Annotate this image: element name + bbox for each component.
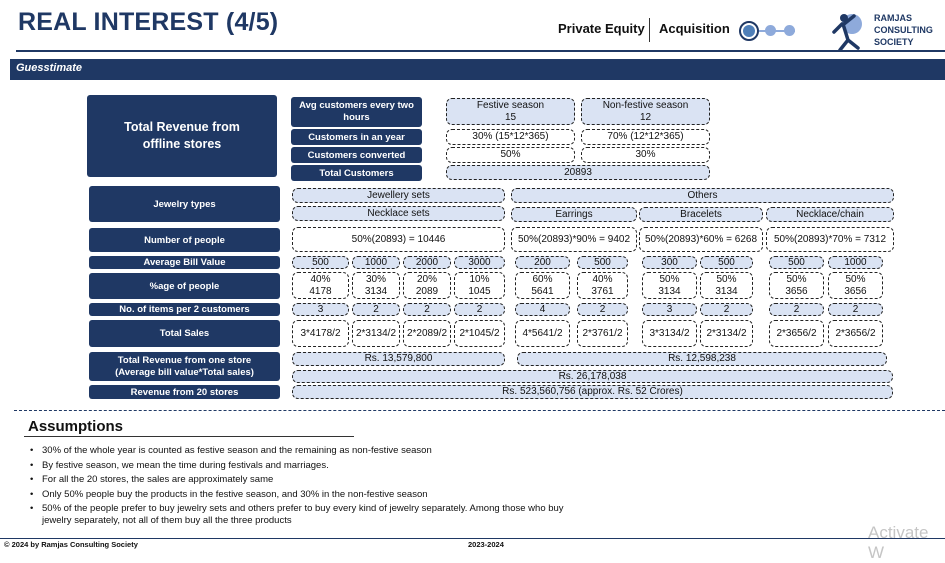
items-per-2-label: No. of items per 2 customers [89, 303, 280, 316]
progress-active-dot [743, 25, 755, 37]
page-title: REAL INTEREST (4/5) [18, 8, 279, 36]
items-cell: 2 [700, 303, 753, 316]
footer-year: 2023-2024 [468, 540, 504, 549]
festive-year-cell: 30% (15*12*365) [446, 129, 575, 145]
pct-count: 4178 [309, 285, 332, 297]
assumption-item: • 50% of the people prefer to buy jewelry sets and others prefer to buy every kind of jewelry separately. Among those who buy jewelry separately, not all of them buy all the three products [30, 503, 570, 527]
pct-count: 3134 [658, 285, 681, 297]
items-cell: 3 [292, 303, 349, 316]
footer-copyright: © 2024 by Ramjas Consulting Society [4, 540, 138, 549]
pct-value: 40% [592, 273, 613, 285]
pct-value: 20% [416, 273, 437, 285]
nonfestive-converted-cell: 30% [581, 147, 710, 163]
pct-cell [352, 272, 400, 299]
others-cell: Others [511, 188, 894, 203]
avg-customers-label: Avg customers every two hours [291, 97, 422, 127]
nav-acquisition[interactable]: Acquisition [659, 21, 730, 36]
sales-cell: 3*3134/2 [642, 320, 697, 347]
pct-count: 3656 [844, 285, 867, 297]
section-banner [10, 59, 945, 80]
assumption-item: • By festive season, we mean the time during festivals and marriages. [30, 460, 570, 472]
items-cell: 2 [352, 303, 400, 316]
pct-cell [403, 272, 451, 299]
logo-icon [828, 10, 868, 52]
sales-cell: 2*3134/2 [352, 320, 400, 347]
bill-cell: 500 [577, 256, 628, 269]
section-divider [14, 410, 945, 411]
assumptions-list [30, 445, 570, 530]
avg-bill-label: Average Bill Value [89, 256, 280, 269]
pct-cell [642, 272, 697, 299]
necklace-sets-cell: Necklace sets [292, 206, 505, 221]
nav-private-equity[interactable]: Private Equity [558, 21, 645, 36]
assumption-item: • Only 50% people buy the products in the festive season, and 30% in the non-festive season [30, 489, 570, 501]
bill-cell: 1000 [352, 256, 400, 269]
festive-avg-value: 15 [504, 111, 517, 123]
customers-converted-label: Customers converted [291, 147, 422, 163]
pct-count: 1045 [468, 285, 491, 297]
festive-season-label: Festive season [476, 99, 545, 111]
pct-value: 40% [310, 273, 331, 285]
pct-cell [454, 272, 505, 299]
assumptions-title: Assumptions [28, 418, 124, 435]
festive-season-cell [446, 98, 575, 125]
bill-cell: 300 [642, 256, 697, 269]
pct-cell [515, 272, 570, 299]
pct-count: 3761 [591, 285, 614, 297]
bill-cell: 2000 [403, 256, 451, 269]
items-cell: 3 [642, 303, 697, 316]
sales-cell: 2*3656/2 [769, 320, 824, 347]
logo-line: SOCIETY [874, 37, 914, 47]
nav-separator [649, 18, 650, 42]
sales-cell: 2*1045/2 [454, 320, 505, 347]
items-cell: 2 [577, 303, 628, 316]
pct-value: 10% [469, 273, 490, 285]
assumptions-rule [24, 436, 354, 437]
store-rev-total-cell: Rs. 26,178,038 [292, 370, 893, 383]
pct-cell [292, 272, 349, 299]
store-rev-sets-cell: Rs. 13,579,800 [292, 352, 505, 366]
bill-cell: 500 [769, 256, 824, 269]
people-earrings-cell: 50%(20893)*90% = 9402 [511, 227, 637, 252]
nonfestive-year-cell: 70% (12*12*365) [581, 129, 710, 145]
items-cell: 2 [769, 303, 824, 316]
jewelry-types-label: Jewelry types [89, 186, 280, 222]
bill-cell: 500 [700, 256, 753, 269]
pct-cell [769, 272, 824, 299]
items-cell: 2 [828, 303, 883, 316]
pct-count: 3134 [715, 285, 738, 297]
items-cell: 2 [454, 303, 505, 316]
store-rev-others-cell: Rs. 12,598,238 [517, 352, 887, 366]
sales-cell: 4*5641/2 [515, 320, 570, 347]
assumption-item: • For all the 20 stores, the sales are approximately same [30, 474, 570, 486]
bill-cell: 3000 [454, 256, 505, 269]
pct-cell [577, 272, 628, 299]
pct-value: 50% [659, 273, 680, 285]
progress-indicator [739, 21, 759, 41]
sales-cell: 2*3134/2 [700, 320, 753, 347]
bill-cell: 1000 [828, 256, 883, 269]
sales-cell: 2*3761/2 [577, 320, 628, 347]
pct-count: 3134 [364, 285, 388, 297]
jewellery-sets-cell: Jewellery sets [292, 188, 505, 203]
title-rule [16, 50, 945, 52]
people-bracelets-cell: 50%(20893)*60% = 6268 [639, 227, 763, 252]
number-of-people-label: Number of people [89, 228, 280, 252]
progress-dot [765, 25, 776, 36]
necklace-chain-cell: Necklace/chain [766, 207, 894, 222]
sales-cell: 3*4178/2 [292, 320, 349, 347]
nonfestive-avg-value: 12 [639, 111, 652, 123]
revenue-one-store-label: Total Revenue from one store (Average bill value*Total sales) [89, 352, 280, 381]
revenue-20-stores-cell: Rs. 523,560,756 (approx. Rs. 52 Crores) [292, 385, 893, 399]
items-cell: 4 [515, 303, 570, 316]
customers-year-label: Customers in an year [291, 129, 422, 145]
total-sales-label: Total Sales [89, 320, 280, 347]
pct-people-label: %age of people [89, 273, 280, 299]
earrings-cell: Earrings [511, 207, 637, 222]
bracelets-cell: Bracelets [639, 207, 763, 222]
festive-converted-cell: 50% [446, 147, 575, 163]
nonfestive-season-label: Non-festive season [602, 99, 689, 111]
bill-cell: 200 [515, 256, 570, 269]
pct-value: 50% [845, 273, 866, 285]
people-chain-cell: 50%(20893)*70% = 7312 [766, 227, 894, 252]
pct-cell [828, 272, 883, 299]
bill-cell: 500 [292, 256, 349, 269]
activation-watermark: Activate W [868, 523, 929, 562]
pct-count: 3656 [785, 285, 808, 297]
pct-count: 2089 [415, 285, 439, 297]
total-revenue-label: Total Revenue from offline stores [87, 95, 277, 177]
assumption-item: • 30% of the whole year is counted as festive season and the remaining as non-festive season [30, 445, 570, 457]
nonfestive-season-cell [581, 98, 710, 125]
total-customers-cell: 20893 [446, 165, 710, 180]
pct-value: 60% [532, 273, 553, 285]
total-customers-label: Total Customers [291, 165, 422, 181]
pct-value: 50% [716, 273, 737, 285]
revenue-20-stores-label: Revenue from 20 stores [89, 385, 280, 399]
logo-text [874, 12, 933, 48]
progress-dot [784, 25, 795, 36]
section-banner-label: Guesstimate [16, 62, 83, 74]
pct-value: 50% [786, 273, 807, 285]
items-cell: 2 [403, 303, 451, 316]
sales-cell: 2*2089/2 [403, 320, 451, 347]
sales-cell: 2*3656/2 [828, 320, 883, 347]
logo-line: RAMJAS [874, 13, 913, 23]
people-sets-cell: 50%(20893) = 10446 [292, 227, 505, 252]
pct-value: 30% [365, 273, 386, 285]
pct-cell [700, 272, 753, 299]
logo-line: CONSULTING [874, 25, 933, 35]
pct-count: 5641 [531, 285, 554, 297]
